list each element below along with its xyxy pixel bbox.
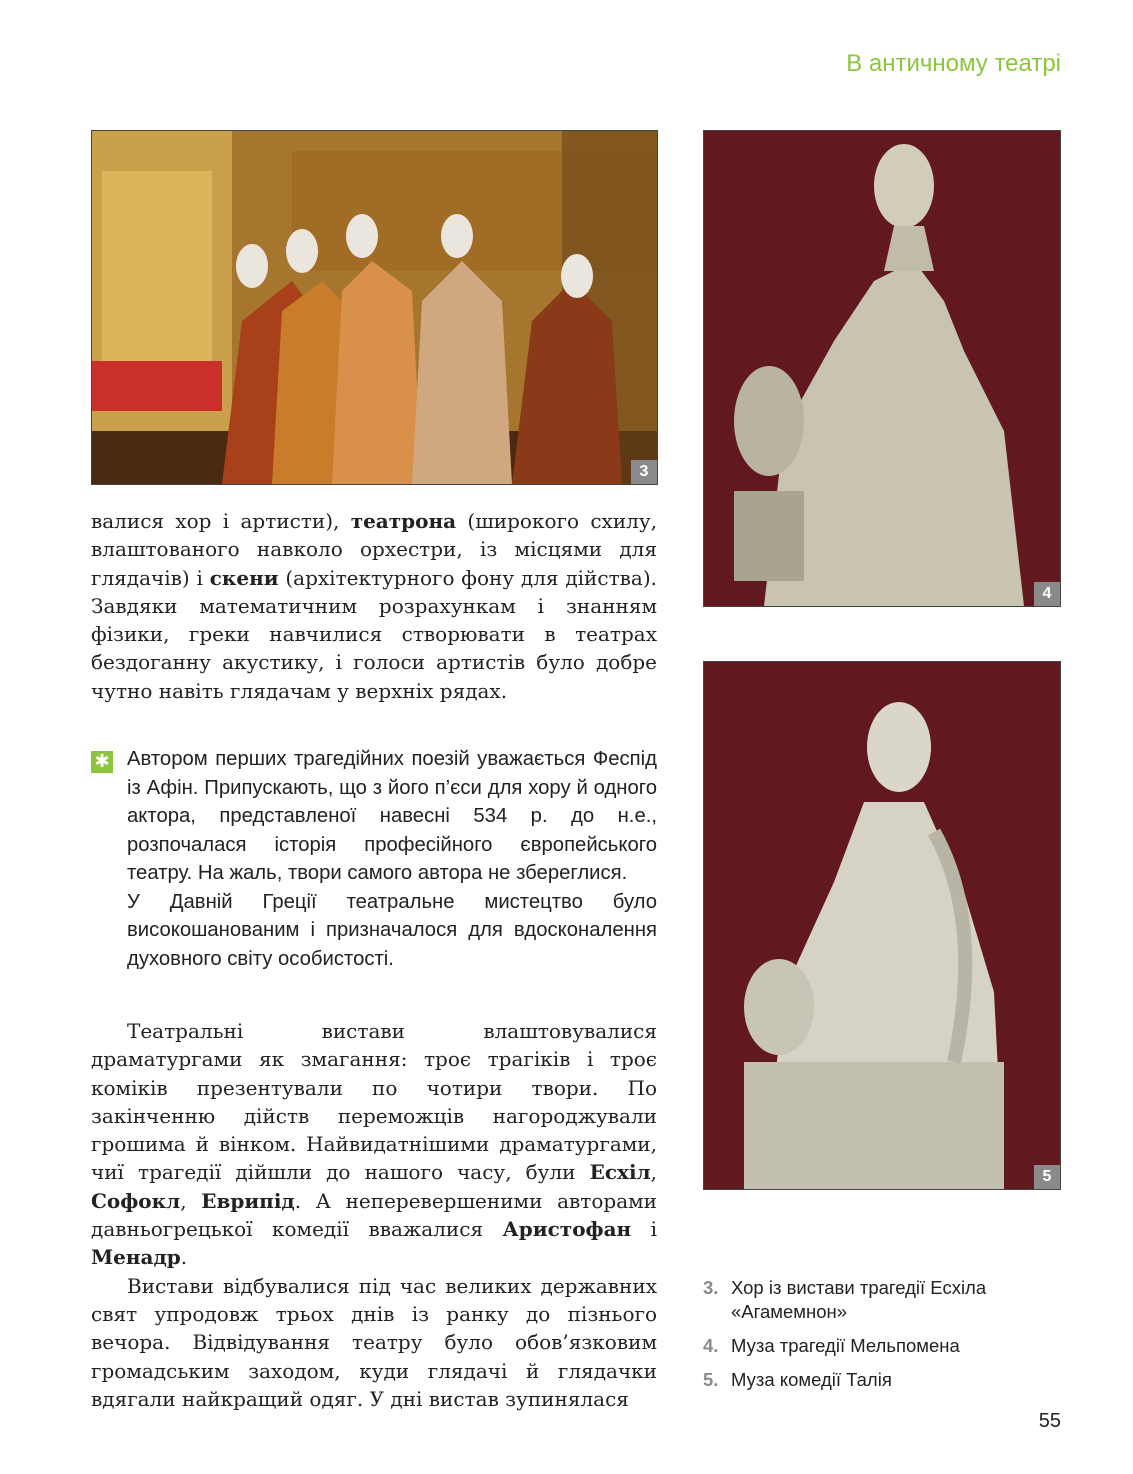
name-aristophanes: Аристофан — [502, 1217, 632, 1242]
text-run: валися хор і артисти), — [91, 509, 351, 533]
asterisk-icon: ✱ — [91, 751, 113, 773]
figure-captions — [703, 1276, 1083, 1402]
note-paragraph: У Давній Греції театральне мистецтво було високошанованим і призначалося для вдосконалення духовного світу особистості. — [127, 890, 657, 970]
body-paragraph: Вистави відбувалися під час великих державних свят упродовж трьох днів із ранку до пізнього вечора. Відвідування театру було обов’язковим громадським заходом, куди глядачі й глядачки вдягали найкращий одяг. У дні вистав зупинялася — [91, 1273, 657, 1411]
term-skene: скени — [209, 565, 279, 590]
photo-thalia-statue — [703, 661, 1061, 1190]
caption-text: Муза комедії Талія — [731, 1369, 892, 1390]
caption-item — [703, 1334, 1083, 1358]
term-theatron: театрона — [350, 509, 457, 533]
section-title: В античному театрі — [846, 50, 1061, 77]
text-run: (широкого схилу, влаштованого навколо орхестри, із місцями для глядачів) і — [91, 509, 657, 590]
name-euripides: Еврипід — [201, 1188, 295, 1213]
text-run: і — [631, 1217, 657, 1242]
caption-number: 5. — [703, 1369, 719, 1390]
text-run: , — [180, 1188, 202, 1213]
photo-melpomene-statue — [703, 130, 1061, 607]
caption-number: 3. — [703, 1277, 719, 1298]
caption-text: Муза трагедії Мельпомена — [731, 1335, 960, 1356]
caption-text: Хор із вистави трагедії Есхіла «Агамемнон» — [731, 1277, 987, 1322]
name-aeschylus: Есхіл — [589, 1160, 651, 1185]
text-run: (архітектурного фону для дійства). Завдяки математичним розрахункам і знанням фізики, греки навчилися створювати в театрах бездоганну акустику, і голоси артистів було добре чутно навіть глядачам у верхніх рядах. — [91, 565, 657, 703]
body-text-intro — [91, 507, 657, 705]
caption-item — [703, 1368, 1083, 1392]
figure-number-badge: 4 — [1034, 582, 1060, 606]
caption-item — [703, 1276, 1083, 1324]
text-run: . — [180, 1245, 188, 1270]
photo-chorus-agamemnon — [91, 130, 658, 485]
body-text-competitions — [91, 1017, 657, 1413]
name-sophocles: Софокл — [91, 1188, 181, 1213]
name-menander: Менадр — [91, 1245, 181, 1270]
caption-number: 4. — [703, 1335, 719, 1356]
info-note — [91, 745, 657, 973]
text-run: . А неперевершеними авторами давньогрецької комедії вважалися — [91, 1188, 657, 1242]
note-paragraph: Автором перших трагедійних поезій уважається Феспід із Афін. Припускають, що з його п’єси для хору й одного актора, представленої навесні 534 р. до н.е., розпочалася історія професійного європейського театру. На жаль, твори самого автора не збереглися. — [127, 748, 657, 884]
page-number: 55 — [1038, 1410, 1061, 1432]
figure-number-badge: 3 — [631, 460, 657, 484]
text-run: , — [650, 1160, 657, 1185]
text-run: Театральні вистави влаштовувалися драматургами як змагання: троє трагіків і троє коміків презентували по чотири твори. По закінченню дійств переможців нагороджували грошима й вінком. Найвидатнішими драматургами, чиї трагедії дійшли до нашого часу, були — [91, 1019, 657, 1185]
figure-number-badge: 5 — [1034, 1165, 1060, 1189]
